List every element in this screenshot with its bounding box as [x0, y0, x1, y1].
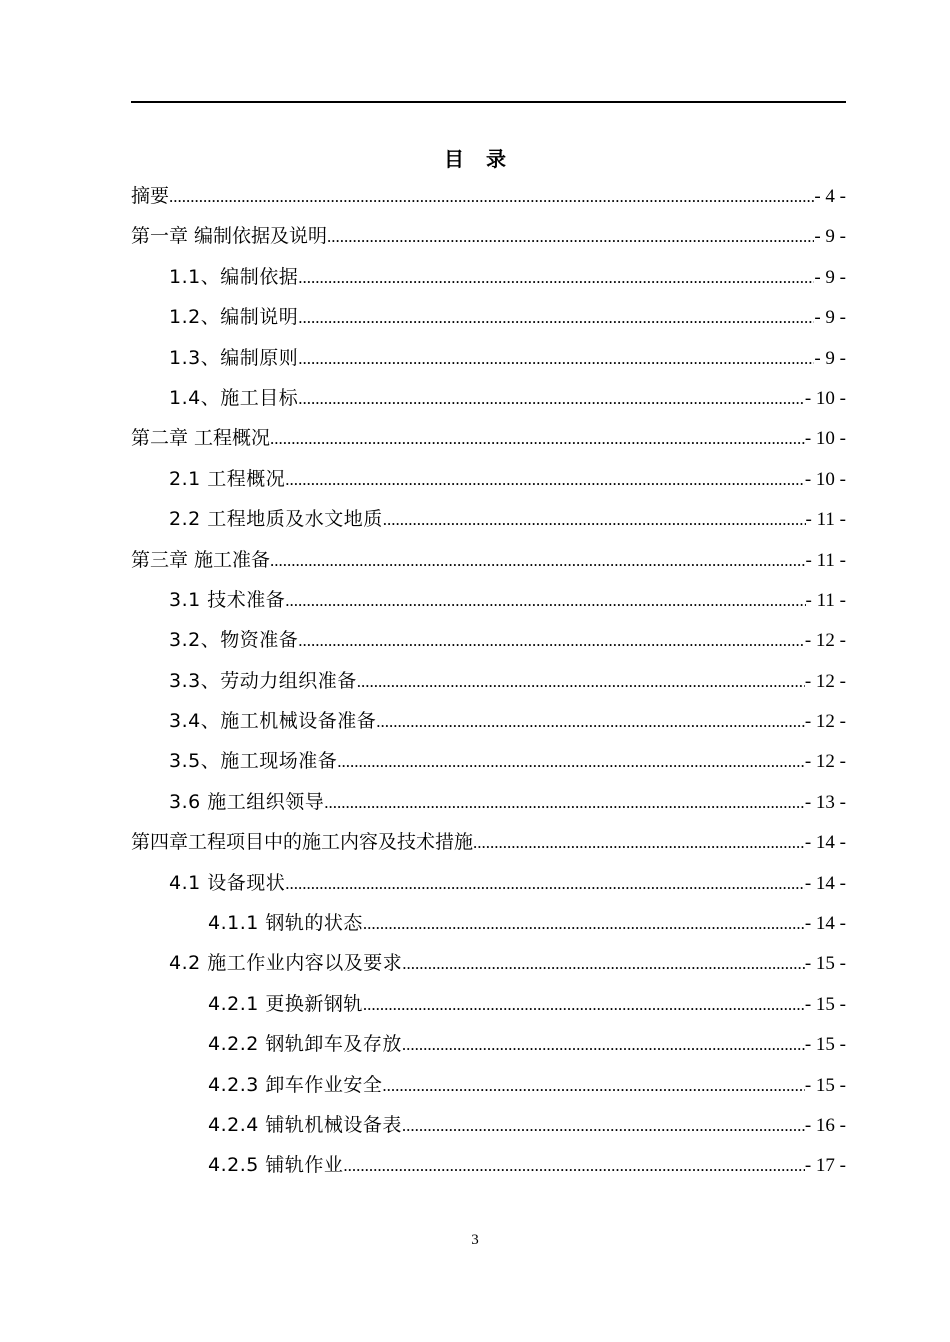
toc-leader-dots — [337, 742, 805, 782]
toc-entry-label: 4.2.2 钢轨卸车及存放 — [208, 1033, 402, 1056]
toc-leader-dots — [285, 864, 805, 904]
toc-leader-dots — [298, 339, 814, 379]
toc-entry[interactable] — [131, 540, 846, 580]
toc-title-char-2: 录 — [486, 147, 506, 171]
toc-leader-dots — [402, 944, 805, 984]
toc-entry[interactable] — [131, 216, 846, 256]
toc-leader-dots — [270, 541, 806, 581]
toc-entry[interactable] — [131, 1105, 846, 1145]
toc-entry[interactable] — [131, 297, 846, 337]
toc-entry-label: 第三章 施工准备 — [131, 548, 271, 571]
toc-entry[interactable] — [131, 1145, 846, 1185]
toc-title — [0, 143, 950, 172]
toc-entry[interactable] — [131, 499, 846, 539]
toc-leader-dots — [382, 1066, 804, 1106]
toc-entry-page: - 15 - — [804, 1034, 846, 1056]
toc-entry[interactable] — [131, 580, 846, 620]
toc-entry-label: 2.2 工程地质及水文地质 — [169, 508, 383, 531]
toc-leader-dots — [270, 419, 805, 459]
toc-entry-label: 3.3、劳动力组织准备 — [169, 669, 357, 692]
header-rule — [131, 101, 846, 103]
toc-leader-dots — [376, 702, 805, 742]
toc-entry[interactable] — [131, 620, 846, 660]
toc-entry[interactable] — [131, 782, 846, 822]
toc-leader-dots — [363, 904, 805, 944]
toc-entry-page: - 12 - — [804, 711, 846, 733]
toc-entry[interactable] — [131, 1024, 846, 1064]
toc-entry-page: - 14 - — [804, 832, 846, 854]
toc-entry[interactable] — [131, 418, 846, 458]
toc-entry-label: 第四章工程项目中的施工内容及技术措施 — [131, 831, 474, 854]
toc-entry-page: - 11 - — [805, 549, 846, 571]
page-number: 3 — [471, 1232, 479, 1248]
toc-entry[interactable] — [131, 822, 846, 862]
toc-leader-dots — [298, 621, 805, 661]
toc-entry-page: - 10 - — [804, 387, 846, 409]
toc-entry-page: - 14 - — [804, 872, 846, 894]
toc-entry-page: - 10 - — [804, 468, 846, 490]
toc-entry-page: - 15 - — [804, 1074, 846, 1096]
toc-entry-label: 4.2.1 更换新钢轨 — [208, 992, 363, 1015]
toc-entry-label: 3.2、物资准备 — [169, 629, 299, 652]
toc-entry[interactable] — [131, 984, 846, 1024]
toc-leader-dots — [298, 379, 805, 419]
toc-entry-page: - 11 - — [805, 509, 846, 531]
toc-leader-dots — [298, 298, 814, 338]
toc-entry-page: - 9 - — [814, 226, 846, 248]
toc-entry-label: 3.4、施工机械设备准备 — [169, 710, 377, 733]
toc-entry[interactable] — [131, 661, 846, 701]
toc-entry-label: 1.3、编制原则 — [169, 346, 299, 369]
toc-entry-page: - 9 - — [814, 347, 846, 369]
toc-entry[interactable] — [131, 257, 846, 297]
toc-leader-dots — [363, 985, 805, 1025]
toc-entry-page: - 13 - — [804, 791, 846, 813]
toc-entry-label: 4.2.5 铺轨作业 — [208, 1154, 344, 1177]
toc-leader-dots — [402, 1025, 805, 1065]
toc-entry-label: 摘要 — [131, 185, 170, 207]
toc-entry-page: - 10 - — [804, 428, 846, 450]
toc-entry-page: - 16 - — [804, 1114, 846, 1136]
toc-leader-dots — [285, 581, 805, 621]
toc-entry-page: - 14 - — [804, 913, 846, 935]
toc-entry-label: 1.4、施工目标 — [169, 386, 299, 409]
toc-entry-page: - 9 - — [814, 307, 846, 329]
toc-entry-label: 3.6 施工组织领导 — [169, 790, 325, 813]
toc-entry-page: - 9 - — [814, 266, 846, 288]
toc-leader-dots — [327, 217, 814, 257]
toc-entry-page: - 11 - — [805, 589, 846, 611]
toc-entry-label: 第一章 编制依据及说明 — [131, 225, 328, 248]
toc-leader-dots — [298, 258, 814, 298]
toc-entry[interactable] — [131, 943, 846, 983]
toc-entry-label: 4.2.4 铺轨机械设备表 — [208, 1113, 402, 1136]
toc-entry-page: - 15 - — [804, 993, 846, 1015]
toc-entry-label: 4.1.1 钢轨的状态 — [208, 912, 363, 935]
toc-title-char-1: 目 — [444, 147, 464, 171]
toc-entry-label: 3.5、施工现场准备 — [169, 750, 338, 773]
toc-entry-label: 4.2.3 卸车作业安全 — [208, 1073, 383, 1096]
toc-entry[interactable] — [131, 459, 846, 499]
toc-entry[interactable] — [131, 1065, 846, 1105]
table-of-contents — [131, 176, 846, 1186]
toc-entry[interactable] — [131, 701, 846, 741]
toc-entry[interactable] — [131, 338, 846, 378]
toc-entry-page: - 12 - — [804, 751, 846, 773]
toc-entry[interactable] — [131, 903, 846, 943]
toc-entry-page: - 17 - — [804, 1155, 846, 1177]
toc-entry-label: 4.1 设备现状 — [169, 871, 286, 894]
toc-entry-label: 3.1 技术准备 — [169, 588, 286, 611]
toc-entry-page: - 12 - — [804, 630, 846, 652]
toc-leader-dots — [357, 662, 805, 702]
toc-entry-page: - 15 - — [804, 953, 846, 975]
toc-leader-dots — [343, 1146, 804, 1186]
toc-leader-dots — [383, 500, 806, 540]
toc-leader-dots — [324, 783, 805, 823]
toc-leader-dots — [285, 460, 805, 500]
toc-entry-label: 4.2 施工作业内容以及要求 — [169, 952, 403, 975]
toc-leader-dots — [169, 177, 814, 217]
toc-leader-dots — [473, 823, 805, 863]
toc-entry-label: 第二章 工程概况 — [131, 427, 271, 450]
toc-entry-label: 1.1、编制依据 — [169, 265, 299, 288]
toc-entry-page: - 4 - — [814, 186, 846, 207]
toc-entry-page: - 12 - — [804, 670, 846, 692]
toc-entry-label: 1.2、编制说明 — [169, 306, 299, 329]
toc-leader-dots — [402, 1106, 805, 1146]
toc-entry[interactable] — [131, 863, 846, 903]
toc-entry-label: 2.1 工程概况 — [169, 467, 286, 490]
toc-entry[interactable] — [131, 741, 846, 781]
toc-entry[interactable] — [131, 176, 846, 216]
toc-entry[interactable] — [131, 378, 846, 418]
